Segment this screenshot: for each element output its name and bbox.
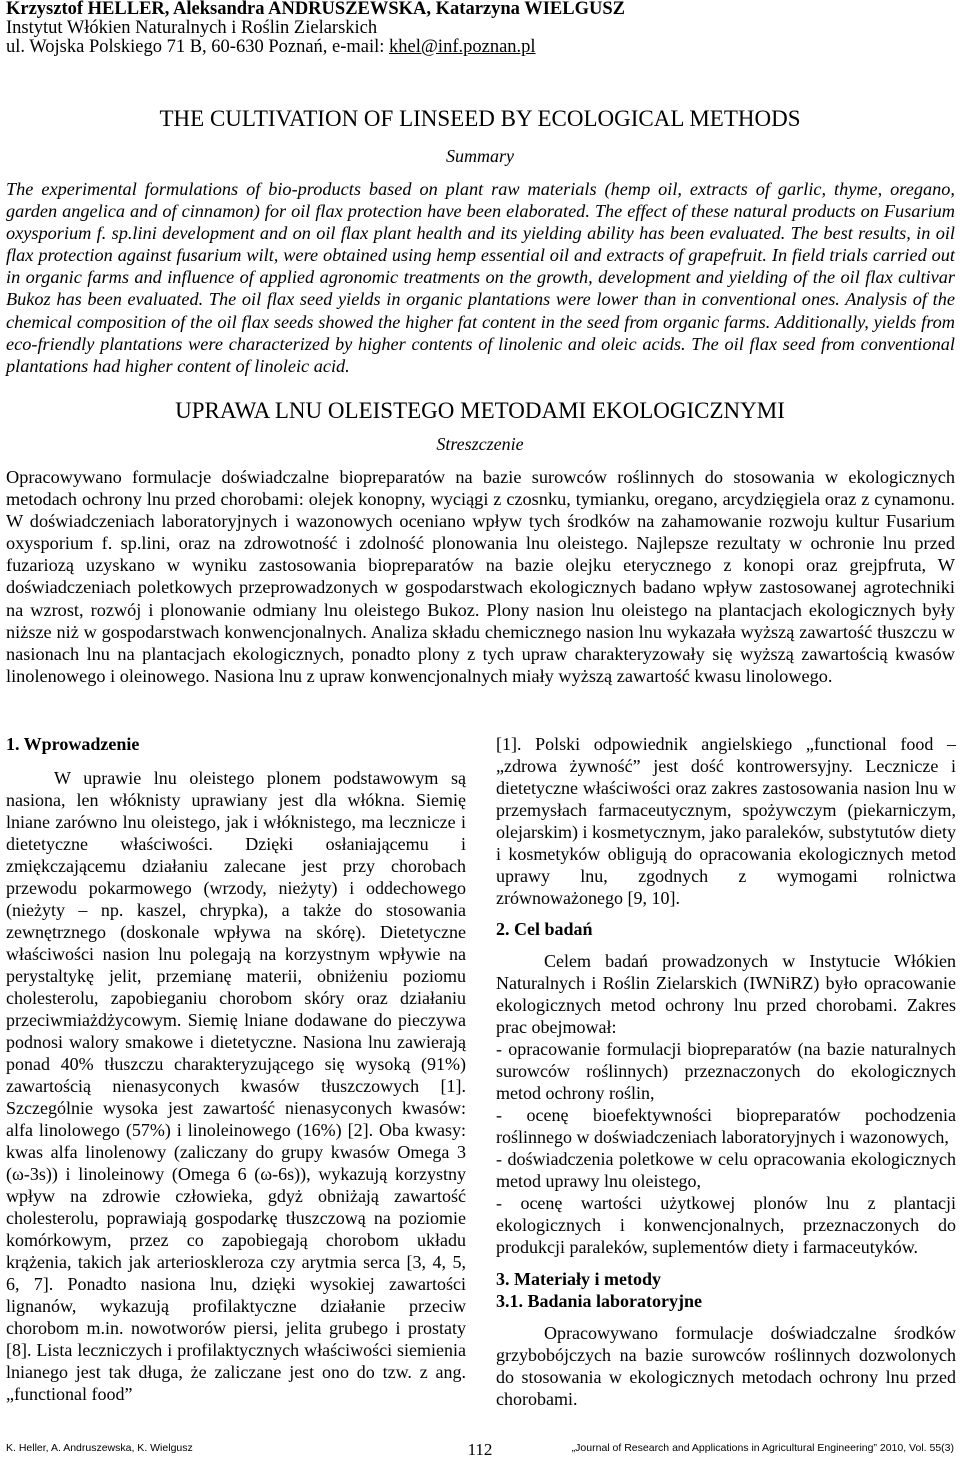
bullet-item-3: - doświadczenia poletkowe w celu opracowania ekologicznych metod uprawy lnu oleistego, [496,1149,956,1191]
polish-title: UPRAWA LNU OLEISTEGO METODAMI EKOLOGICZNYMI [175,398,785,423]
authors: Krzysztof HELLER, Aleksandra ANDRUSZEWSKA, Katarzyna WIELGUSZ [6,0,625,19]
footer-journal: „Journal of Research and Applications in Agricultural Engineering” 2010, Vol. 55(3) [571,1442,954,1454]
english-abstract: The experimental formulations of bio-products based on plant raw materials (hemp oil, extracts of garlic, thyme, oregano, garden angelica and of cinnamon) for oil flax protection have been elaborated. The effect of these natural products on Fusarium oxysporium f. sp.lini development and on oil flax plant health and its yielding ability has been evaluated. The best results, in oil flax protection against fusarium wilt, were obtained using hemp essential oil and extracts of grapefruit. In field trials carried out in organic farms and influence of applied agronomic treatments on the growth, development and yielding of the oil flax cultivar Bukoz has been evaluated. The oil flax seed yields in organic plantations were lower than in conventional ones. Analysis of the chemical composition of the oil flax seeds showed the higher fat content in the seed from organic farms. Additionally, yields from eco-friendly plantations were characterized by higher contents of linolenic and oleic acids. The oil flax seed from conventional plantations had higher content of linoleic acid. [6,179,955,376]
intro-continuation: [1]. Polski odpowiednik angielskiego „functional food – „zdrowa żywność” jest dość kontrowersyjny. Lecznicze i dietetyczne właściwości oraz zakres zastosowania nasion lnu w przemysłach farmaceutycznym, spożywczym (piekarniczym, olejarskim) i kosmetycznym, jako paraleków, substytutów diety i kosmetyków obligują do opracowania ekologicznych metod uprawy lnu, zgodnych z wymogami rolnictwa zrównoważonego [9, 10]. [496,734,956,908]
address: ul. Wojska Polskiego 71 B, 60-630 Poznań, e-mail: khel@inf.poznan.pl [6,37,536,57]
bullet-item-4: - ocenę wartości użytkowej plonów lnu z plantacji ekologicznych i konwencjonalnych, przeznaczonych do produkcji paraleków, suplementów diety i farmaceutyków. [496,1193,956,1257]
author-header [6,0,625,57]
bullet-item-1: - opracowanie formulacji biopreparatów (na bazie naturalnych surowców roślinnych) przeznaczonych do ekologicznych metod ochrony roślin, [496,1039,956,1103]
intro-paragraph: W uprawie lnu oleistego plonem podstawowym są nasiona, len włóknisty uprawiany jest dla włókna. Siemię lniane zarówno lnu oleistego, jak i włóknistego, ma lecznicze i dietetyczne właściwości. Dzięki osłaniającemu i zmiękczającemu działaniu zalecane jest przy chorobach przewodu pokarmowego (wrzody, nieżyty) i oddechowego (nieżyty – np. kaszel, chrypka), a także do stosowania zewnętrznego (doskonale wpływa na skórę). Dietetyczne właściwości nasion lnu polegają na korzystnym wpływie na perystaltykę jelit, przemianę materii, obniżeniu poziomu cholesterolu, zapobieganiu chorobom skóry oraz działaniu przeciwmiażdżycowym. Siemię lniane dodawane do pieczywa podnosi walory smakowe i dietetyczne. Nasiona lnu zawierają ponad 40% tłuszczu charakteryzującego się wysoką (91%) zawartością nienasyconych kwasów tłuszczowych [1]. Szczególnie wysoka jest zawartość nienasyconych kwasów: alfa linolowego (57%) i linoleinowego (16%) [2]. Oba kwasy: kwas alfa linolenowy (zaliczany do grupy kwasów Omega 3 (ω-3s)) i linoleinowy (Omega 6 (ω-6s)), wykazują korzystny wpływ na zdrowie człowieka, gdyż obniżają zawartość cholesterolu, poprawiają gospodarkę tłuszczową na poziomie komórkowym, przez co zapobiegają chorobom układu krążenia, takich jak arterioskleroza czy arytmia serca [3, 4, 5, 6, 7]. Ponadto nasiona lnu, dzięki wysokiej zawartości lignanów, wykazują profilaktyczne działanie przeciw chorobom m.in. nowotworów piersi, jelita grubego i prostaty [8]. Lista leczniczych i profilaktycznych właściwości siemienia lnianego jest tak długa, że zaliczane jest ono do tzw. z ang. „functional food” [6,768,466,1404]
page-number: 112 [467,1440,493,1459]
section-heading-2: 2. Cel badań [496,919,593,939]
bullet-item-2: - ocenę bioefektywności biopreparatów pochodzenia roślinnego w doświadczeniach laboratoryjnych i wazonowych, [496,1105,956,1147]
footer-authors: K. Heller, A. Andruszewska, K. Wielgusz [6,1442,193,1454]
section-heading-3: 3. Materiały i metody [496,1269,661,1289]
left-column [6,733,466,1405]
streszczenie-heading: Streszczenie [436,434,524,454]
section-heading-1: 1. Wprowadzenie [6,734,140,754]
section-heading-3-1: 3.1. Badania laboratoryjne [496,1291,703,1311]
summary-heading: Summary [446,146,514,166]
aim-paragraph: Celem badań prowadzonych w Instytucie Włókien Naturalnych i Roślin Zielarskich (IWNiRZ) było opracowanie ekologicznych metod ochrony lnu przed chorobami. Zakres prac obejmował: [496,951,956,1037]
right-column [496,733,956,1410]
email-link[interactable]: khel@inf.poznan.pl [389,37,536,57]
english-title: THE CULTIVATION OF LINSEED BY ECOLOGICAL METHODS [159,106,801,131]
methods-paragraph: Opracowywano formulacje doświadczalne środków grzybobójczych na bazie surowców roślinnych dozwolonych do stosowania w ekologicznych metodach ochrony lnu przed chorobami. [496,1323,956,1409]
polish-abstract: Opracowywano formulacje doświadczalne biopreparatów na bazie surowców roślinnych do stosowania w ekologicznych metodach ochrony lnu przed chorobami: olejek konopny, wyciągi z czosnku, tymianku, oregano, arcydzięgiela oraz z cynamonu. W doświadczeniach laboratoryjnych i wazonowych oceniano wpływ tych środków na zahamowanie rozwoju kultur Fusarium oxysporium f. sp.lini, oraz na zdrowotność i zdolność plonowania lnu oleistego. Najlepsze rezultaty w ochronie lnu przed fuzariozą uzyskano w wyniku zastosowania biopreparatów na bazie olejku eterycznego z konopi oraz grejpfruta, W doświadczeniach poletkowych przeprowadzonych w gospodarstwach ekologicznych badano wpływ zastosowanej agrotechniki na wzrost, rozwój i plonowanie odmiany lnu oleistego Bukoz. Plony nasion lnu oleistego na plantacjach ekologicznych były niższe niż w gospodarstwach konwencjonalnych. Analiza składu chemicznego nasion lnu wykazała wyższą zawartość tłuszczu w nasionach lnu na plantacjach ekologicznych, ponadto plony z tych upraw charakteryzowały się wyższą zawartością kwasów linolenowego i oleinowego. Nasiona lnu z upraw konwencjonalnych miały wyższą zawartość kwasu linolowego. [6,467,955,686]
institute: Instytut Włókien Naturalnych i Roślin Zielarskich [6,18,378,38]
